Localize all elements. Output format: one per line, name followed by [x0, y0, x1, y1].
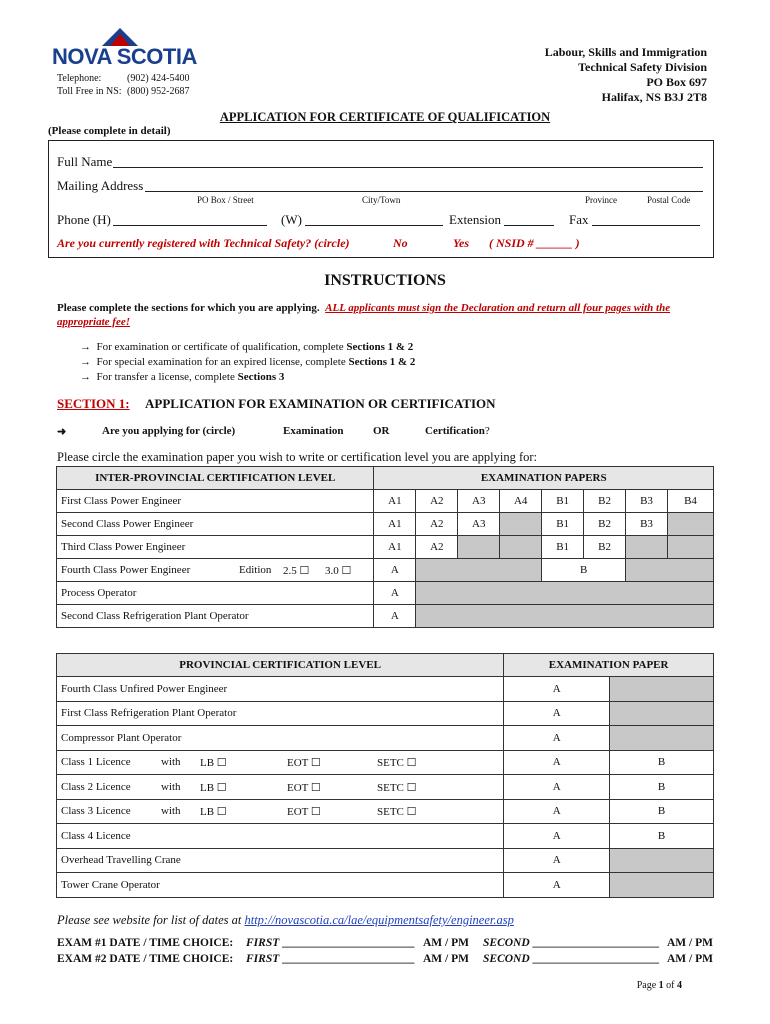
paper-cell[interactable]: B3 — [626, 513, 668, 536]
paper-cell[interactable]: A — [504, 824, 610, 849]
level-name: Fourth Class Power Engineer Edition 2.5 ☐ 3.0 ☐ — [57, 559, 374, 582]
paper-cell[interactable]: B2 — [584, 513, 626, 536]
paper-cell[interactable]: A4 — [500, 490, 542, 513]
paper-cell-disabled — [610, 848, 714, 873]
paper-cell[interactable]: A — [504, 750, 610, 775]
edition-25-checkbox[interactable]: 2.5 ☐ — [283, 565, 310, 577]
level-name: First Class Refrigeration Plant Operator — [57, 701, 504, 726]
level-name: Second Class Power Engineer — [57, 513, 374, 536]
table-row — [57, 701, 714, 726]
registered-yes[interactable]: Yes — [453, 236, 469, 250]
po-sublabel: PO Box / Street — [197, 195, 254, 205]
phone-w-field[interactable] — [305, 225, 443, 226]
table-row — [57, 775, 714, 800]
fax-field[interactable] — [592, 225, 700, 226]
paper-cell[interactable]: B4 — [667, 490, 713, 513]
paper-cell-disabled — [667, 536, 713, 559]
instruction-bullets — [80, 340, 415, 385]
table-row — [57, 873, 714, 898]
full-name-label: Full Name — [57, 154, 113, 169]
paper-cell-disabled — [626, 536, 668, 559]
phone-number: (902) 424-5400 — [127, 73, 190, 84]
paper-cell[interactable]: B — [610, 775, 714, 800]
eot-checkbox[interactable]: EOT ☐ — [287, 757, 321, 770]
instructions-paragraph: Please complete the sections for which you are applying. ALL applicants must sign the Declaration and return all four pages with the appropriate fee! — [57, 302, 671, 328]
paper-cell[interactable]: A3 — [458, 513, 500, 536]
website-note: Please see website for list of dates at http://novascotia.ca/lae/equipmentsafety/engineer.asp — [57, 913, 514, 927]
table-row — [57, 582, 714, 605]
level-name: Compressor Plant Operator — [57, 726, 504, 751]
paper-cell-disabled — [458, 536, 500, 559]
paper-cell[interactable]: A — [504, 873, 610, 898]
paper-cell[interactable]: B1 — [542, 490, 584, 513]
apply-row: ➜ Are you applying for (circle) Examination OR Certification? — [57, 425, 490, 438]
eot-checkbox[interactable]: EOT ☐ — [287, 781, 321, 794]
setc-checkbox[interactable]: SETC ☐ — [377, 781, 417, 794]
paper-cell[interactable]: A1 — [374, 513, 416, 536]
paper-cell[interactable]: A — [504, 701, 610, 726]
nsid-field[interactable]: ( NSID # ______ ) — [489, 236, 580, 250]
paper-cell[interactable]: A2 — [416, 490, 458, 513]
paper-cell[interactable]: A — [504, 848, 610, 873]
fax-label: Fax — [569, 212, 589, 227]
table-row — [57, 750, 714, 775]
postal-sublabel: Postal Code — [647, 195, 691, 205]
paper-cell[interactable]: A — [374, 559, 416, 582]
paper-cell-disabled — [500, 536, 542, 559]
paper-cell[interactable]: B2 — [584, 490, 626, 513]
website-link[interactable]: http://novascotia.ca/lae/equipmentsafety/engineer.asp — [244, 913, 514, 927]
province-sublabel: Province — [585, 195, 617, 205]
paper-cell-disabled — [626, 559, 714, 582]
setc-checkbox[interactable]: SETC ☐ — [377, 757, 417, 770]
extension-field[interactable] — [504, 225, 554, 226]
complete-note: (Please complete in detail) — [48, 125, 171, 137]
level-name: Class 2 Licence with LB ☐ EOT ☐ SETC ☐ — [57, 775, 504, 800]
form-title: APPLICATION FOR CERTIFICATE OF QUALIFICATION — [219, 110, 551, 124]
setc-checkbox[interactable]: SETC ☐ — [377, 806, 417, 819]
full-name-field[interactable] — [113, 167, 703, 168]
exam-paper-header: EXAMINATION PAPER — [504, 654, 714, 677]
exam2-row: EXAM #2 DATE / TIME CHOICE: FIRST _______________________ AM / PM SECOND ______________________ AM / PM — [57, 953, 713, 965]
paper-cell[interactable]: A2 — [416, 536, 458, 559]
level-name: Fourth Class Unfired Power Engineer — [57, 677, 504, 702]
level-name: Class 1 Licence with LB ☐ EOT ☐ SETC ☐ — [57, 750, 504, 775]
phone-w-label: (W) — [281, 212, 302, 227]
paper-cell-disabled — [610, 726, 714, 751]
logo: NOVA SCOTIA — [52, 44, 197, 69]
paper-cell[interactable]: A — [504, 677, 610, 702]
bullet-item: → For examination or certificate of qualification, complete Sections 1 & 2 — [80, 341, 414, 353]
eot-checkbox[interactable]: EOT ☐ — [287, 806, 321, 819]
paper-cell[interactable]: B1 — [542, 513, 584, 536]
certification-option[interactable]: Certification? — [425, 425, 490, 437]
paper-cell[interactable]: A2 — [416, 513, 458, 536]
examination-option[interactable]: Examination — [283, 425, 344, 437]
arrow-right-icon: → — [80, 356, 91, 368]
paper-cell[interactable]: B — [610, 824, 714, 849]
level-name: Overhead Travelling Crane — [57, 848, 504, 873]
paper-cell[interactable]: A — [504, 799, 610, 824]
paper-cell-disabled — [416, 582, 714, 605]
table-row — [57, 513, 714, 536]
arrow-right-icon: → — [80, 341, 91, 353]
bullet-item: → For transfer a license, complete Sections 3 — [80, 371, 285, 383]
lb-checkbox[interactable]: LB ☐ — [200, 781, 227, 794]
paper-cell-disabled — [500, 513, 542, 536]
or-text: OR — [373, 425, 390, 437]
paper-cell[interactable]: B2 — [584, 536, 626, 559]
registered-question: Are you currently registered with Technical Safety? (circle) — [57, 236, 350, 250]
city-sublabel: City/Town — [362, 195, 401, 205]
table-row — [57, 726, 714, 751]
paper-cell[interactable]: B — [542, 559, 626, 582]
bullet-item: → For special examination for an expired license, complete Sections 1 & 2 — [80, 356, 416, 368]
paper-cell[interactable]: A3 — [458, 490, 500, 513]
table-row — [57, 605, 714, 628]
extension-label: Extension — [449, 212, 501, 227]
paper-cell[interactable]: A — [504, 726, 610, 751]
paper-cell-disabled — [610, 677, 714, 702]
table-row — [57, 824, 714, 849]
paper-cell[interactable]: A1 — [374, 490, 416, 513]
mailing-label: Mailing Address — [57, 178, 144, 193]
level-name: First Class Power Engineer — [57, 490, 374, 513]
paper-cell[interactable]: A — [374, 605, 416, 628]
table-row — [57, 848, 714, 873]
paper-cell[interactable]: B — [610, 750, 714, 775]
table-row — [57, 799, 714, 824]
phone-h-field[interactable] — [113, 225, 267, 226]
address-block: Labour, Skills and Immigration Technical Safety Division PO Box 697 Halifax, NS B3J 2T8 — [544, 45, 707, 104]
applicant-info-box — [48, 140, 714, 258]
instructions-heading: INSTRUCTIONS — [324, 272, 446, 289]
lb-checkbox[interactable]: LB ☐ — [200, 806, 227, 819]
provincial-header: PROVINCIAL CERTIFICATION LEVEL — [57, 654, 504, 677]
level-name: Process Operator — [57, 582, 374, 605]
exam-papers-header: EXAMINATION PAPERS — [374, 467, 714, 490]
paper-cell-disabled — [610, 873, 714, 898]
exam1-row: EXAM #1 DATE / TIME CHOICE: FIRST _______________________ AM / PM SECOND ______________________ AM / PM — [57, 937, 713, 949]
level-name: Second Class Refrigeration Plant Operator — [57, 605, 374, 628]
table-row — [57, 677, 714, 702]
paper-cell-disabled — [667, 513, 713, 536]
circle-instruction: Please circle the examination paper you wish to write or certification level you are applying for: — [57, 450, 538, 464]
paper-cell[interactable]: B3 — [626, 490, 668, 513]
registered-no[interactable]: No — [393, 236, 408, 250]
lb-checkbox[interactable]: LB ☐ — [200, 757, 227, 770]
paper-cell[interactable]: A1 — [374, 536, 416, 559]
provincial-table — [56, 653, 714, 898]
paper-cell-disabled — [610, 701, 714, 726]
paper-cell[interactable]: B — [610, 799, 714, 824]
level-name: Third Class Power Engineer — [57, 536, 374, 559]
paper-cell-disabled — [416, 605, 714, 628]
interprovincial-table — [56, 466, 714, 628]
paper-cell[interactable]: B1 — [542, 536, 584, 559]
paper-cell-disabled — [416, 559, 542, 582]
mailing-field[interactable] — [145, 191, 703, 192]
level-name: Tower Crane Operator — [57, 873, 504, 898]
phone-h-label: Phone (H) — [57, 212, 111, 227]
table-row — [57, 559, 714, 582]
level-name: Class 4 Licence — [57, 824, 504, 849]
phone-block: Telephone: (902) 424-5400 Toll Free in NS: (800) 952-2687 — [57, 73, 190, 97]
paper-cell[interactable]: A — [374, 582, 416, 605]
section1-heading: SECTION 1: APPLICATION FOR EXAMINATION OR CERTIFICATION — [57, 396, 496, 411]
arrow-right-icon: → — [80, 371, 91, 383]
paper-cell[interactable]: A — [504, 775, 610, 800]
table-row — [57, 490, 714, 513]
edition-30-checkbox[interactable]: 3.0 ☐ — [325, 565, 352, 577]
interprovincial-header: INTER-PROVINCIAL CERTIFICATION LEVEL — [57, 467, 374, 490]
table-row — [57, 536, 714, 559]
page-number: Page 1 of 4 — [636, 980, 682, 991]
level-name: Class 3 Licence with LB ☐ EOT ☐ SETC ☐ — [57, 799, 504, 824]
tollfree-number: (800) 952-2687 — [127, 86, 190, 97]
arrow-right-icon: ➜ — [57, 426, 67, 438]
